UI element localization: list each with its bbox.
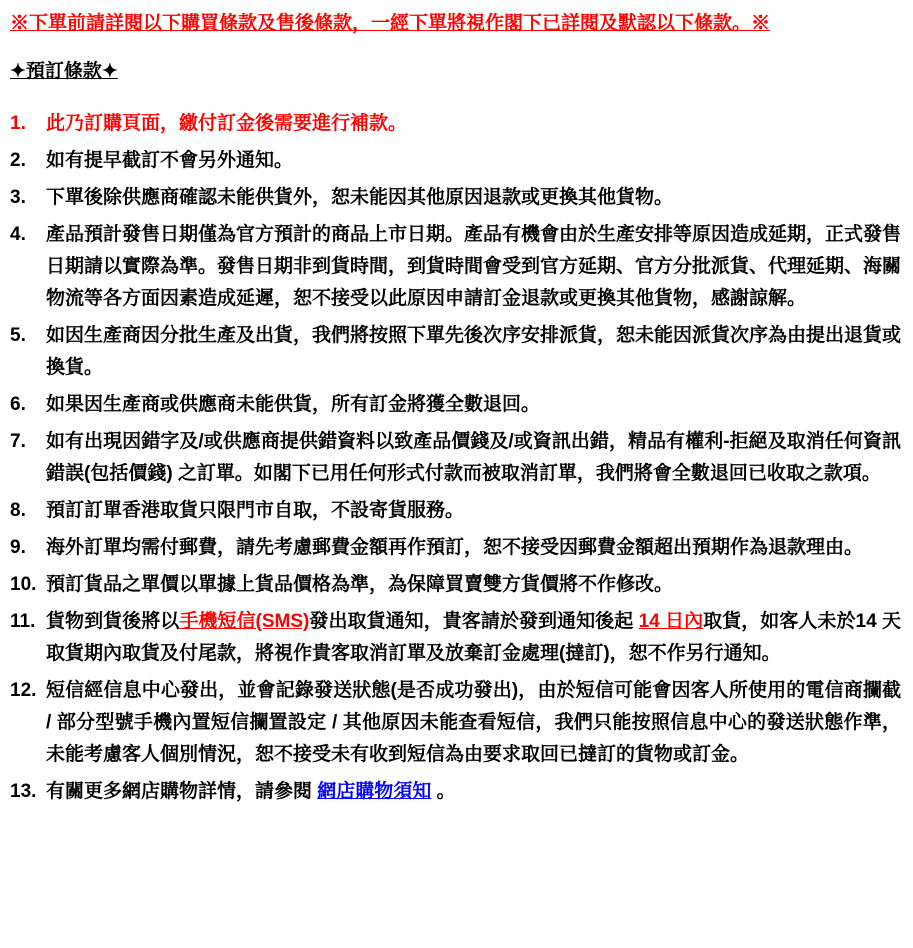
term-text-segment: 短信經信息中心發出，並會記錄發送狀態(是否成功發出)，由於短信可能會因客人所使用的電信商攔截 / 部分型號手機內置短信攔置設定 / 其他原因未能查看短信，我們只能按照信息中心的發送狀態作準，未能考慮客人個別情況，恕不接受未有收到短信為由要求取回已撻訂的貨物或訂金。	[46, 680, 901, 765]
term-number: 4.	[10, 224, 26, 245]
term-item-4	[10, 219, 901, 315]
term-item-2	[10, 145, 901, 177]
term-item-12	[10, 675, 901, 771]
terms-list	[10, 108, 901, 808]
term-item-6	[10, 389, 901, 421]
term-number: 13.	[10, 781, 37, 802]
term-text-segment: 有關更多網店購物詳情，請參閱	[46, 781, 318, 802]
term-text	[46, 495, 901, 527]
term-text-segment: 如果因生產商或供應商未能供貨，所有訂金將獲全數退回。	[46, 394, 541, 415]
term-number: 3.	[10, 187, 26, 208]
term-text	[46, 532, 901, 564]
term-text-segment: 預訂貨品之單價以單據上貨品價格為準，為保障買賣雙方貨價將不作修改。	[46, 574, 674, 595]
term-text-segment: 如因生產商因分批生產及出貨，我們將按照下單先後次序安排派貨，恕未能因派貨次序為由提出退貨或換貨。	[46, 325, 902, 378]
term-text-segment: 預訂訂單香港取貨只限門市自取，不設寄貨服務。	[46, 500, 465, 521]
term-item-10	[10, 569, 901, 601]
shop-guide-link[interactable]: 網店購物須知	[317, 781, 432, 802]
term-text	[46, 776, 901, 808]
term-item-7	[10, 426, 901, 490]
term-number: 10.	[10, 574, 37, 595]
term-text	[46, 389, 901, 421]
term-number: 1.	[10, 113, 26, 134]
term-text	[46, 606, 901, 670]
preorder-terms-heading: ✦預訂條款✦	[10, 61, 118, 82]
highlighted-term-text: 手機短信(SMS)	[179, 611, 310, 632]
term-number: 6.	[10, 394, 26, 415]
term-text	[46, 675, 901, 771]
term-text-segment: 取貨，如客人未於14 天取貨期內取貨及付尾款，將視作貴客取消訂單及放棄訂金處理(撻訂)，恕不作另行通知。	[46, 611, 901, 664]
term-text	[46, 569, 901, 601]
term-text	[46, 108, 901, 140]
term-text	[46, 320, 901, 384]
term-number: 8.	[10, 500, 26, 521]
highlighted-term-text: 14 日內	[638, 611, 704, 632]
term-number: 2.	[10, 150, 26, 171]
term-text	[46, 426, 901, 490]
term-text	[46, 145, 901, 177]
term-text-segment: 發出取貨通知，貴客請於發到通知後起	[309, 611, 639, 632]
term-number: 12.	[10, 680, 37, 701]
term-item-11	[10, 606, 901, 670]
term-number: 11.	[10, 611, 36, 632]
term-item-8	[10, 495, 901, 527]
term-text-segment: 此乃訂購頁面，繳付訂金後需要進行補款。	[46, 113, 408, 134]
term-item-9	[10, 532, 901, 564]
term-text-segment: 貨物到貨後將以	[46, 611, 180, 632]
term-text-segment: 如有提早截訂不會另外通知。	[46, 150, 294, 171]
term-item-5	[10, 320, 901, 384]
purchase-terms-warning-title: ※下單前請詳閱以下購買條款及售後條款，一經下單將視作閣下已詳閱及默認以下條款。※	[10, 13, 771, 34]
term-text	[46, 182, 901, 214]
term-text-segment: 如有出現因錯字及/或供應商提供錯資料以致產品價錢及/或資訊出錯，精品有權利-拒絕及取消任何資訊錯誤(包括價錢) 之訂單。如閣下已用任何形式付款而被取消訂單，我們將會全數退回已收取之款項。	[46, 431, 901, 484]
term-text-segment: 海外訂單均需付郵費，請先考慮郵費金額再作預訂，恕不接受因郵費金額超出預期作為退款理由。	[46, 537, 864, 558]
term-text-segment: 產品預計發售日期僅為官方預計的商品上市日期。產品有機會由於生產安排等原因造成延期，正式發售日期請以實際為準。發售日期非到貨時間，到貨時間會受到官方延期、官方分批派貨、代理延期、海關物流等各方面因素造成延遲，恕不接受以此原因申請訂金退款或更換其他貨物，感謝諒解。	[46, 224, 902, 309]
term-item-1	[10, 108, 901, 140]
term-text	[46, 219, 901, 315]
term-number: 7.	[10, 431, 26, 452]
term-item-13	[10, 776, 901, 808]
term-number: 9.	[10, 537, 26, 558]
term-text-segment: 。	[431, 781, 456, 802]
term-item-3	[10, 182, 901, 214]
term-number: 5.	[10, 325, 26, 346]
term-text-segment: 下單後除供應商確認未能供貨外，恕未能因其他原因退款或更換其他貨物。	[46, 187, 674, 208]
